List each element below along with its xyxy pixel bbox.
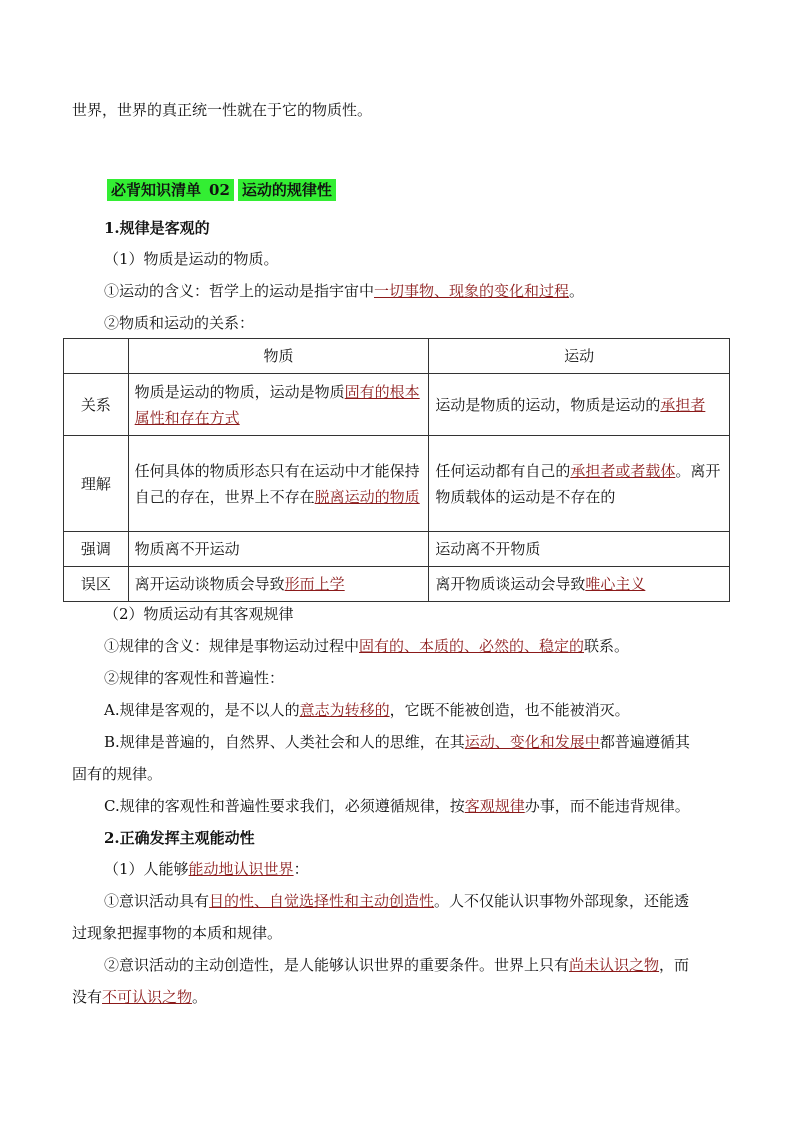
table-row <box>64 567 730 602</box>
paragraph-11b: 过现象把握事物的本质和规律。 <box>72 924 283 942</box>
table-cell <box>429 567 730 602</box>
banner-title: 必背知识清单 <box>107 179 205 201</box>
table-cell <box>429 436 730 532</box>
text: 运动离不开物质 <box>435 540 541 558</box>
underlined-term: 承担者或者载体 <box>570 461 676 480</box>
paragraph-2 <box>104 281 584 301</box>
table-cell <box>128 532 429 567</box>
paragraph-12a <box>104 955 689 975</box>
text: 。 <box>569 282 585 300</box>
underlined-term: 目的性、自觉选择性和主动创造性 <box>209 892 435 910</box>
section-banner <box>107 179 336 201</box>
underlined-term: 尚未认识之物 <box>569 956 660 974</box>
text: 离开物质谈运动会导致 <box>435 575 586 593</box>
text: ，而 <box>659 956 690 974</box>
text: ： <box>293 860 309 878</box>
text: 任何具体的物质形态只有在运动中才能保持自己的存在，世界上不存在 <box>134 461 420 506</box>
underlined-term: 承担者 <box>660 395 706 414</box>
banner-number: 02 <box>205 179 234 201</box>
row-label: 理解 <box>64 436 129 532</box>
underlined-term: 固有的根本属性和存在方式 <box>134 382 420 427</box>
heading-1: 1.规律是客观的 <box>104 219 210 237</box>
text: C.规律的客观性和普遍性要求我们，必须遵循规律，按 <box>104 797 465 815</box>
text: 离开运动谈物质会导致 <box>134 575 285 593</box>
text: （1）人能够 <box>104 860 189 878</box>
underlined-term: 形而上学 <box>284 575 345 593</box>
underlined-term: 意志为转移的 <box>299 701 390 719</box>
table-row <box>64 436 730 532</box>
paragraph-4: （2）物质运动有其客观规律 <box>104 605 294 623</box>
table-cell <box>429 532 730 567</box>
text: 没有 <box>72 988 103 1006</box>
row-label: 关系 <box>64 374 129 436</box>
table-cell <box>128 374 429 436</box>
table-row <box>64 532 730 567</box>
heading-2: 2.正确发挥主观能动性 <box>104 829 255 847</box>
table-header-cell <box>64 339 129 374</box>
paragraph-1: （1）物质是运动的物质。 <box>104 250 279 268</box>
banner-subtitle: 运动的规律性 <box>238 179 336 201</box>
text: 。离开物质载体的运动是不存在的 <box>435 461 721 506</box>
underlined-term: 运动、变化和发展中 <box>464 733 600 751</box>
table-header-row <box>64 339 730 374</box>
matter-motion-table <box>63 338 730 602</box>
paragraph-11a <box>104 891 689 911</box>
text: 物质离不开运动 <box>134 540 240 558</box>
underlined-term: 不可认识之物 <box>102 988 193 1006</box>
table-cell <box>128 567 429 602</box>
table-row <box>64 374 730 436</box>
row-label: 误区 <box>64 567 129 602</box>
text: 联系。 <box>584 637 630 655</box>
paragraph-8b: 固有的规律。 <box>72 765 163 783</box>
underlined-term: 客观规律 <box>464 797 525 815</box>
paragraph-6: ②规律的客观性和普遍性： <box>104 669 285 687</box>
paragraph-7 <box>104 700 630 720</box>
table-cell <box>429 374 730 436</box>
underlined-term: 唯心主义 <box>585 575 646 593</box>
text: 物质是运动的物质，运动是物质 <box>134 382 345 401</box>
text: 运动是物质的运动，物质是运动的 <box>435 395 661 414</box>
text: ，它既不能被创造，也不能被消灭。 <box>389 701 630 719</box>
paragraph-8a <box>104 732 690 752</box>
paragraph-12b <box>72 987 207 1007</box>
underlined-term: 固有的、本质的、必然的、稳定的 <box>359 637 585 655</box>
text: A.规律是客观的，是不以人的 <box>104 701 300 719</box>
top-line: 世界，世界的真正统一性就在于它的物质性。 <box>72 101 373 119</box>
table-header-cell: 物质 <box>128 339 429 374</box>
text: 。 <box>192 988 208 1006</box>
underlined-term: 脱离运动的物质 <box>314 487 420 506</box>
paragraph-3: ②物质和运动的关系： <box>104 314 255 332</box>
text: ①规律的含义：规律是事物运动过程中 <box>104 637 360 655</box>
text: 任何运动都有自己的 <box>435 461 571 480</box>
text: ①意识活动具有 <box>104 892 210 910</box>
text: B.规律是普遍的，自然界、人类社会和人的思维，在其 <box>104 733 465 751</box>
text: ①运动的含义：哲学上的运动是指宇宙中 <box>104 282 375 300</box>
table-header-cell: 运动 <box>429 339 730 374</box>
underlined-term: 能动地认识世界 <box>188 860 294 878</box>
paragraph-5 <box>104 636 629 656</box>
text: 。人不仅能认识事物外部现象，还能透 <box>434 892 690 910</box>
table-cell <box>128 436 429 532</box>
text: 办事，而不能违背规律。 <box>524 797 690 815</box>
row-label: 强调 <box>64 532 129 567</box>
text: 都普遍遵循其 <box>599 733 690 751</box>
text: ②意识活动的主动创造性，是人能够认识世界的重要条件。世界上只有 <box>104 956 570 974</box>
underlined-term: 一切事物、现象的变化和过程 <box>374 282 570 300</box>
paragraph-9 <box>104 796 690 816</box>
paragraph-10 <box>104 859 309 879</box>
